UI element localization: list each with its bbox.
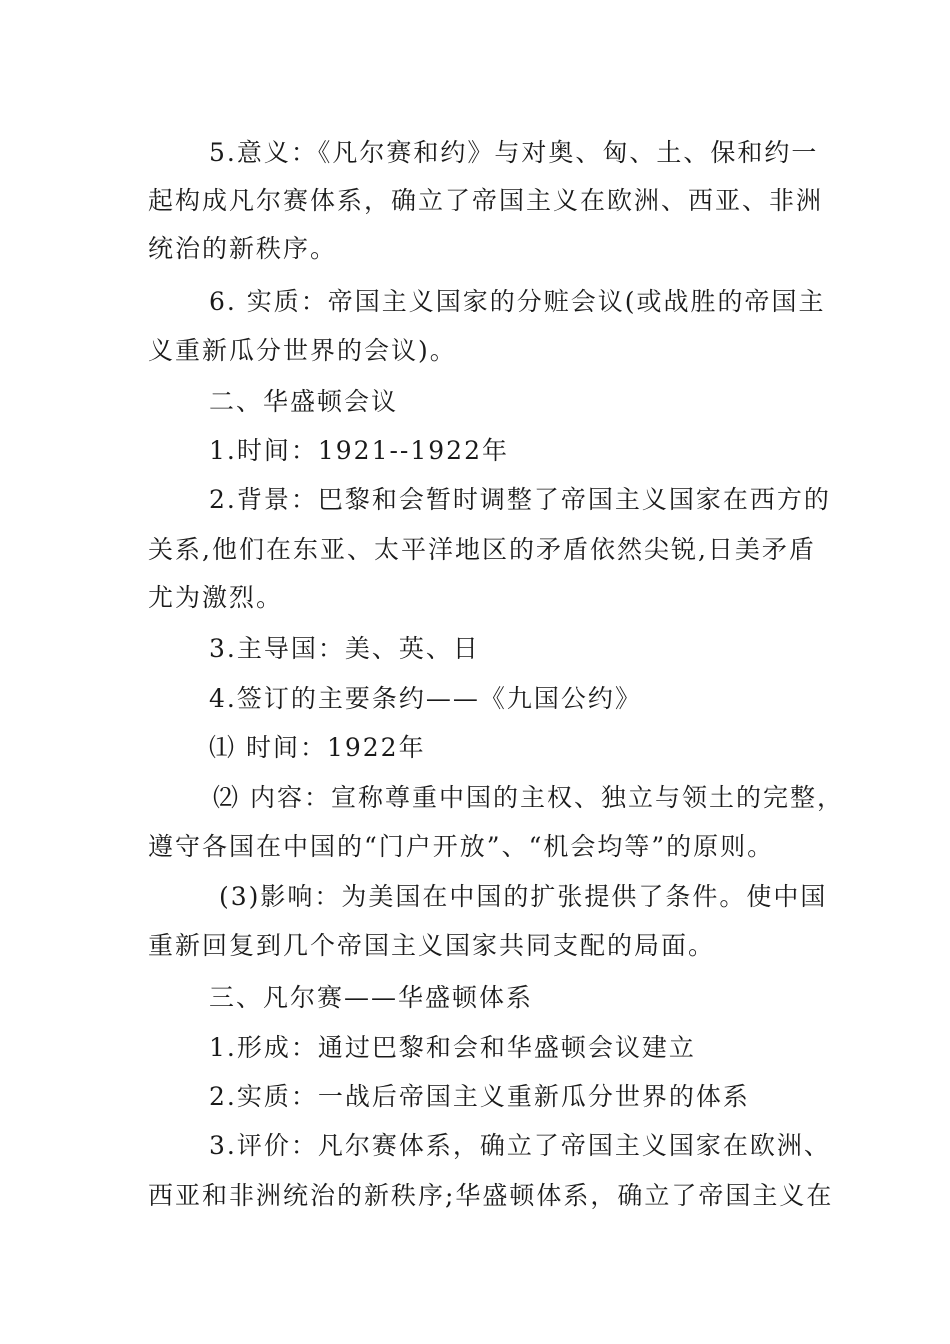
text-line: 起构成凡尔赛体系，确立了帝国主义在欧洲、西亚、非洲 xyxy=(148,186,824,215)
text-line: 尤为激烈。 xyxy=(148,583,284,612)
text-line: (3)影响：为美国在中国的扩张提供了条件。使中国 xyxy=(219,882,828,911)
text-line: 1.时间：1921--1922年 xyxy=(209,436,509,465)
text-line: 关系,他们在东亚、太平洋地区的矛盾依然尖锐,日美矛盾 xyxy=(148,535,816,564)
text-line: 2.背景：巴黎和会暂时调整了帝国主义国家在西方的 xyxy=(209,485,831,514)
section-heading: 三、凡尔赛——华盛顿体系 xyxy=(209,983,534,1012)
text-line: 2.实质：一战后帝国主义重新瓜分世界的体系 xyxy=(209,1082,750,1111)
text-line: ⑵ 内容：宣称尊重中国的主权、独立与领土的完整， xyxy=(213,783,844,812)
text-line: 4.签订的主要条约——《九国公约》 xyxy=(209,684,642,713)
text-line: 5.意义：《凡尔赛和约》与对奥、匈、土、保和约一 xyxy=(209,138,819,167)
text-line: 3.评价：凡尔赛体系，确立了帝国主义国家在欧洲、 xyxy=(209,1131,831,1160)
text-line: ⑴ 时间：1922年 xyxy=(209,733,426,762)
text-line: 义重新瓜分世界的会议)。 xyxy=(148,336,457,365)
text-line: 1.形成：通过巴黎和会和华盛顿会议建立 xyxy=(209,1033,696,1062)
text-line: 统治的新秩序。 xyxy=(148,234,338,263)
text-line: 遵守各国在中国的“门户开放”、“机会均等”的原则。 xyxy=(148,832,775,861)
section-heading: 二、华盛顿会议 xyxy=(209,387,399,416)
text-line: 6. 实质：帝国主义国家的分赃会议(或战胜的帝国主 xyxy=(209,287,826,316)
text-line: 3.主导国：美、英、日 xyxy=(209,634,480,663)
text-line: 重新回复到几个帝国主义国家共同支配的局面。 xyxy=(148,931,716,960)
text-line: 西亚和非洲统治的新秩序;华盛顿体系，确立了帝国主义在 xyxy=(148,1181,834,1210)
